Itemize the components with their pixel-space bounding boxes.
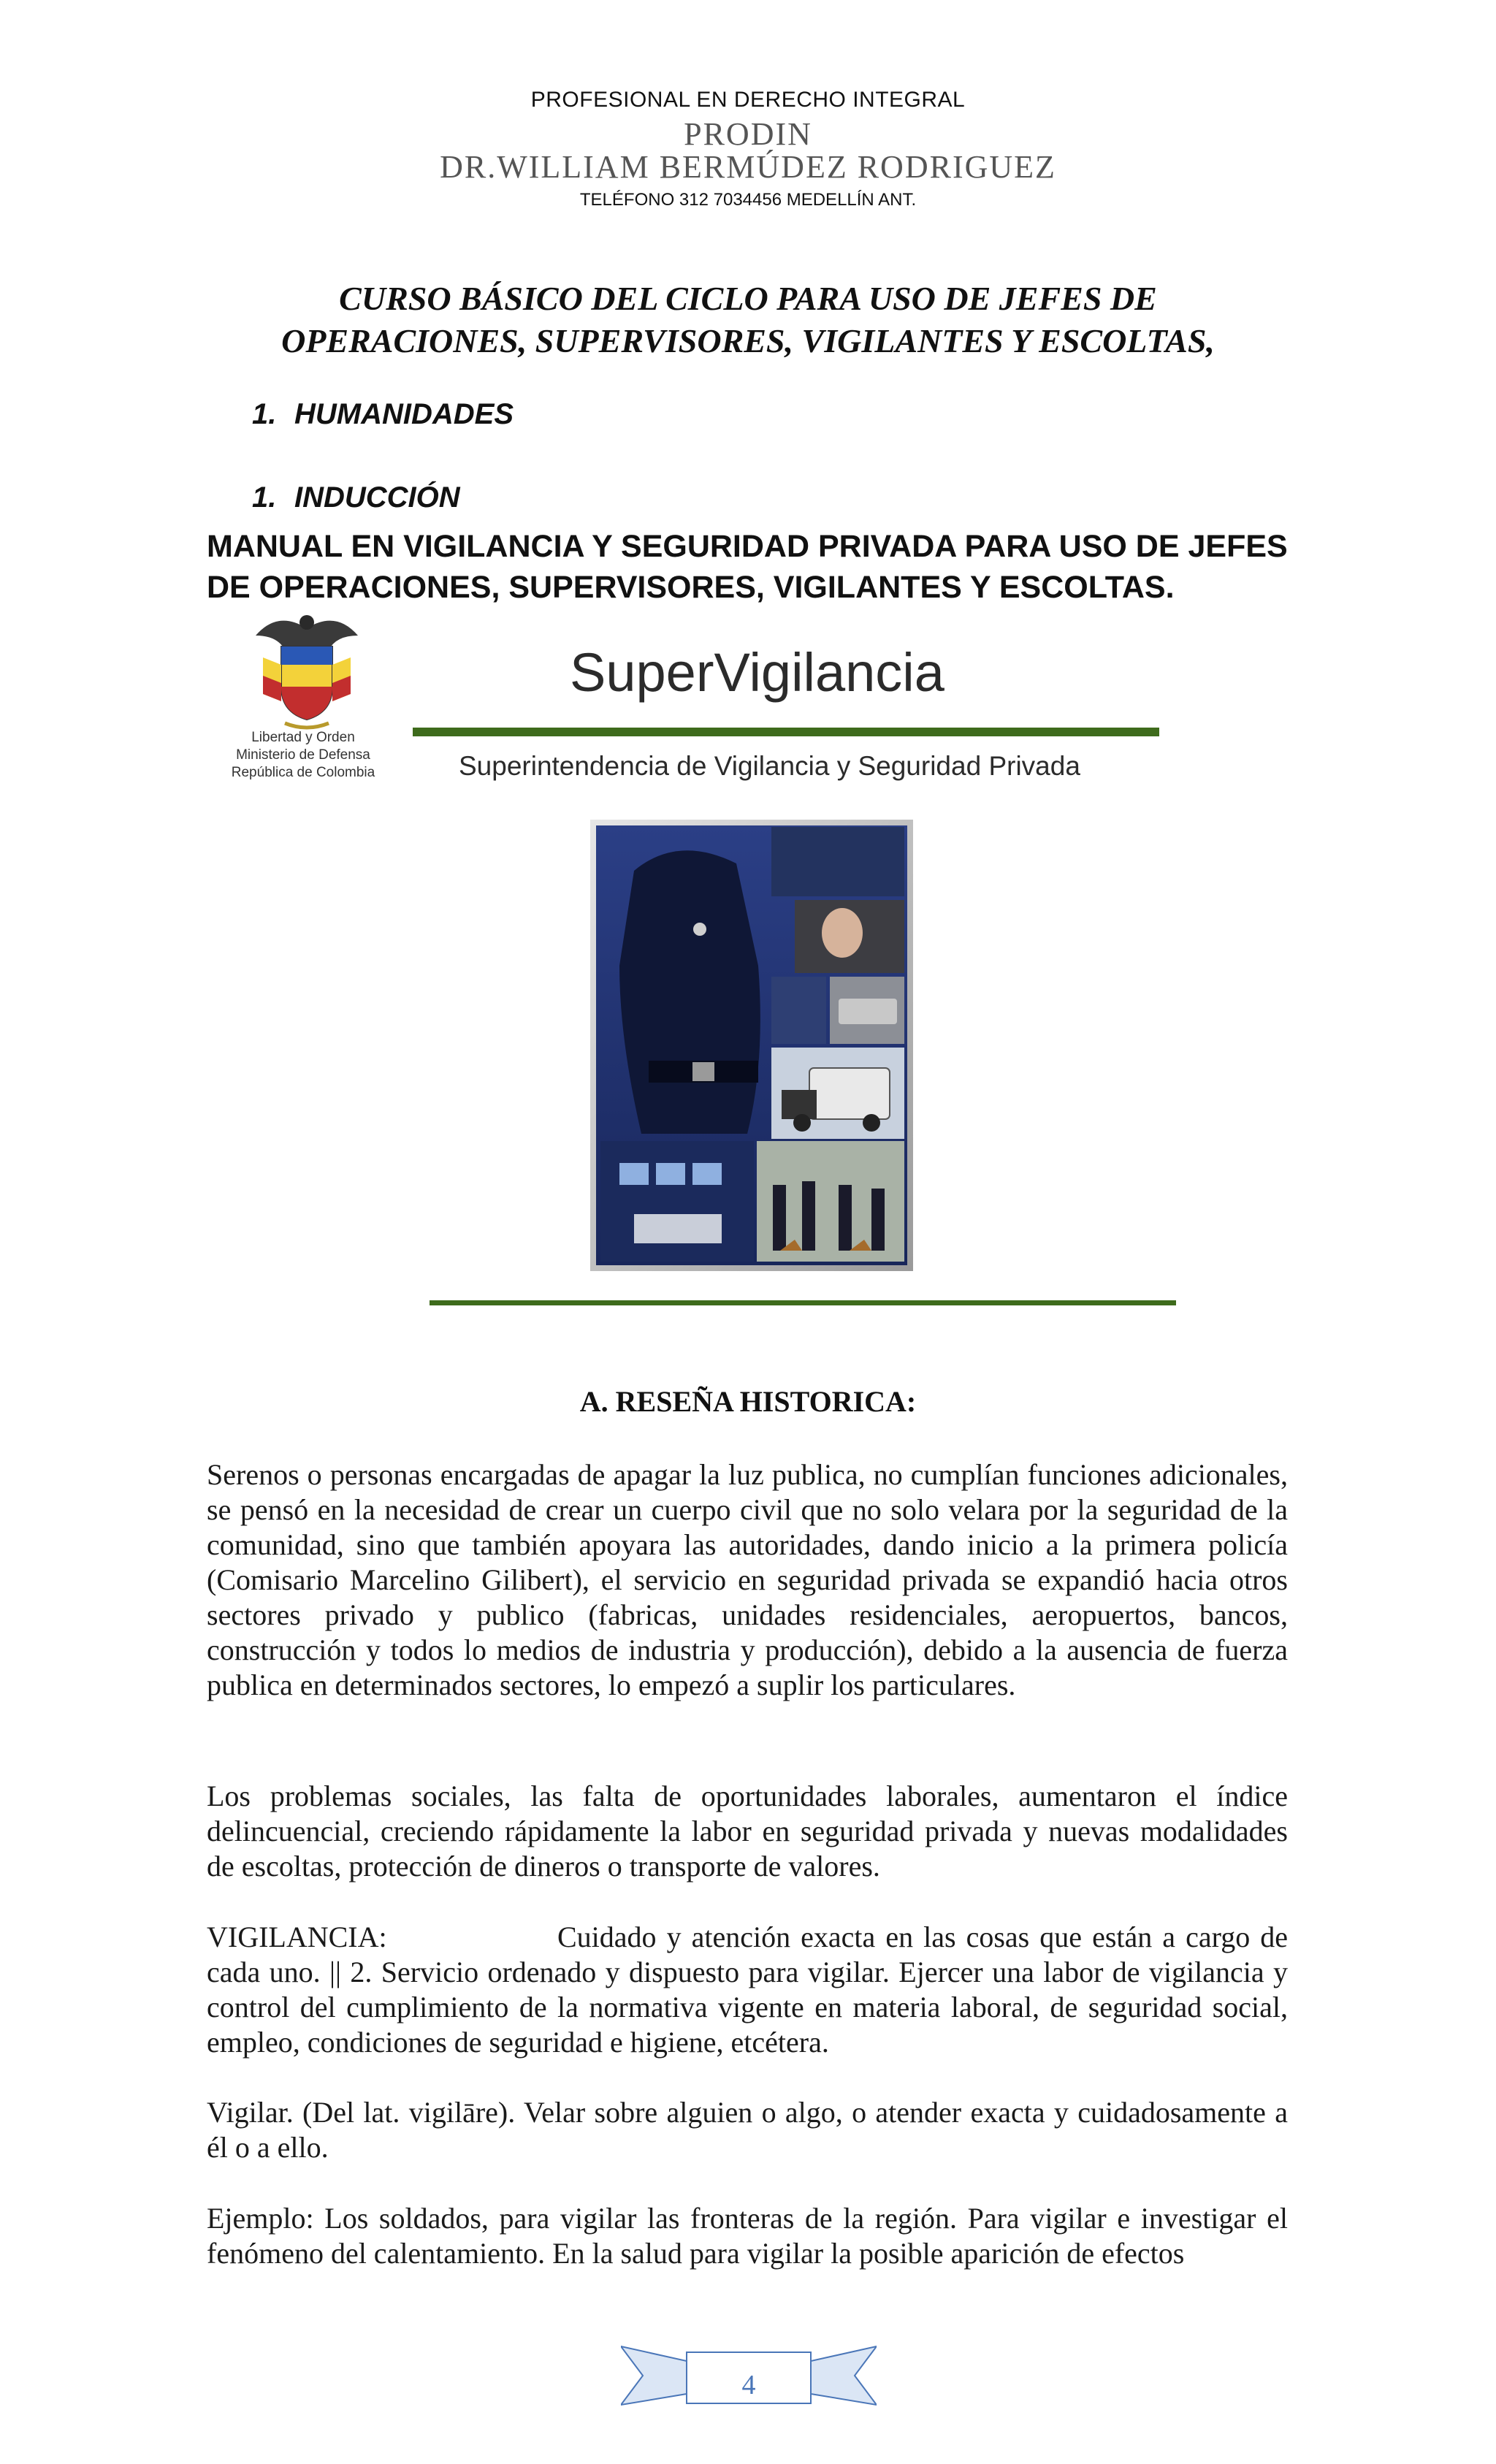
coat-caption — [205, 729, 402, 782]
example-paragraph: Ejemplo: Los soldados, para vigilar las fronteras de la región. Para vigilar e investigar el fenómeno del calentamiento. En la salud para vigilar la posible aparición de efectos — [207, 2202, 1288, 2270]
header-firm-acronym: PRODIN — [684, 116, 812, 152]
header-author: DR.WILLIAM BERMÚDEZ RODRIGUEZ — [440, 149, 1056, 185]
history-paragraph-1: Serenos o personas encargadas de apagar la luz publica, no cumplían funciones adicionales, se pensó en la necesidad de crear un cuerpo civil que no solo velara por la seguridad de la comunidad, sino que también apoyara las autoridades, dando inicio a la primera policía (Comisario Marcelino Gilibert), el servicio en seguridad privada se expandió hacia otros sectores privado y publico (fabricas, unidades residenciales, aeropuertos, bancos, construcción y todos lo medios de industria y producción), debido a la ausencia de fuerza publica en determinados sectores, lo empezó a suplir los particulares. — [207, 1458, 1288, 1701]
vigilancia-label: VIGILANCIA: — [207, 1921, 387, 1953]
manual-title: MANUAL EN VIGILANCIA Y SEGURIDAD PRIVADA PARA USO DE JEFES DE OPERACIONES, SUPERVISORES, VIGILANTES Y ESCOLTAS. — [207, 529, 1288, 605]
vigilancia-text: Cuidado y atención exacta en las cosas que están a cargo de cada uno. || 2. Servicio ordenado y dispuesto para vigilar. Ejercer una labor de vigilancia y control del cumplimiento de la normativa vigente en materia laboral, de seguridad social, empleo, condiciones de seguridad e higiene, etcétera. — [207, 1921, 1288, 2059]
security-photo-collage — [590, 820, 913, 1271]
coat-of-arms-icon — [248, 606, 365, 738]
coat-caption-line: República de Colombia — [231, 765, 375, 780]
list-label: HUMANIDADES — [294, 398, 514, 430]
list-item-induccion — [252, 481, 460, 514]
header-firm-name: PROFESIONAL EN DERECHO INTEGRAL — [530, 88, 966, 112]
course-title-line-1: CURSO BÁSICO DEL CICLO PARA USO DE JEFES DE — [339, 280, 1157, 317]
course-title-line-2: OPERACIONES, SUPERVISORES, VIGILANTES Y ESCOLTAS, — [281, 322, 1215, 359]
brand-subtitle: Superintendencia de Vigilancia y Seguridad Privada — [459, 751, 1080, 781]
brand-title: SuperVigilancia — [570, 642, 944, 703]
page-number: 4 — [741, 2370, 756, 2400]
brand-rule-top — [413, 728, 1159, 736]
list-item-humanidades — [252, 398, 514, 431]
brand-rule-bottom — [430, 1300, 1176, 1305]
coat-caption-line: Libertad y Orden — [251, 730, 355, 745]
history-paragraph-2: Los problemas sociales, las falta de oportunidades laborales, aumentaron el índice delincuencial, creciendo rápidamente la labor en seguridad privada y nuevas modalidades de escoltas, protección de dineros o transporte de valores. — [207, 1780, 1288, 1883]
vigilar-definition: Vigilar. (Del lat. vigilāre). Velar sobre alguien o algo, o atender exacta y cuidadosamente a él o a ello. — [207, 2096, 1288, 2164]
vigilancia-definition — [207, 1920, 1288, 2060]
list-number: 1. — [252, 481, 277, 514]
list-label: INDUCCIÓN — [294, 481, 460, 514]
section-heading: A. RESEÑA HISTORICA: — [579, 1385, 917, 1418]
list-number: 1. — [252, 398, 277, 430]
coat-caption-line: Ministerio de Defensa — [236, 747, 370, 763]
course-title — [0, 278, 1496, 362]
cover-image — [205, 606, 1176, 1330]
header-phone: TELÉFONO 312 7034456 MEDELLÍN ANT. — [579, 190, 917, 210]
